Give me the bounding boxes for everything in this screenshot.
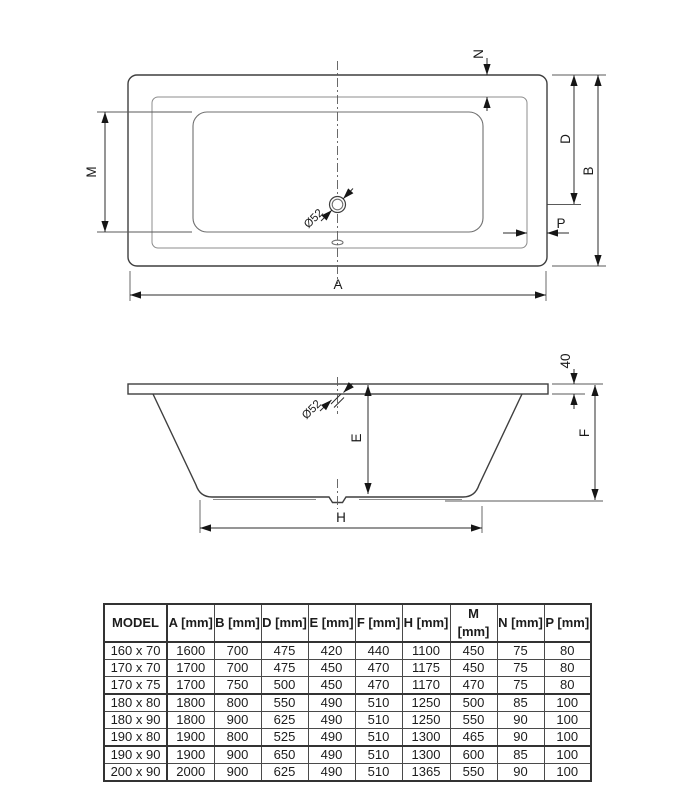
dim-D-label: D: [558, 134, 573, 144]
dim-value-cell: 75: [497, 642, 544, 660]
dim-value-cell: 440: [355, 642, 402, 660]
dim-F-label: F: [577, 428, 592, 438]
dim-value-cell: 900: [214, 746, 261, 764]
dim-value-cell: 900: [214, 764, 261, 782]
table-row: [104, 660, 591, 677]
dimensions-table: [103, 603, 592, 782]
dim-value-cell: 475: [261, 660, 308, 677]
dim-value-cell: 85: [497, 746, 544, 764]
table-row: [104, 677, 591, 695]
col-header: B [mm]: [214, 604, 261, 642]
dim-value-cell: 90: [497, 712, 544, 729]
dim-value-cell: 1700: [167, 660, 214, 677]
dim-value-cell: 1100: [402, 642, 450, 660]
dim-value-cell: 1250: [402, 712, 450, 729]
dim-value-cell: 1900: [167, 746, 214, 764]
dim-value-cell: 420: [308, 642, 355, 660]
dim-value-cell: 500: [261, 677, 308, 695]
dim-A: [130, 271, 546, 301]
col-header: A [mm]: [167, 604, 214, 642]
dim-value-cell: 470: [355, 660, 402, 677]
dim-M-label: M: [84, 166, 99, 178]
dim-value-cell: 1365: [402, 764, 450, 782]
dim-value-cell: 510: [355, 764, 402, 782]
table-row: [104, 694, 591, 712]
dim-value-cell: 450: [308, 677, 355, 695]
col-header: P [mm]: [544, 604, 591, 642]
col-header: N [mm]: [497, 604, 544, 642]
dim-value-cell: 510: [355, 694, 402, 712]
dim-value-cell: 510: [355, 746, 402, 764]
dim-value-cell: 625: [261, 712, 308, 729]
dim-value-cell: 100: [544, 694, 591, 712]
dim-value-cell: 75: [497, 677, 544, 695]
col-header: H [mm]: [402, 604, 450, 642]
dim-value-cell: 1170: [402, 677, 450, 695]
side-view: [128, 353, 603, 533]
dim-value-cell: 100: [544, 712, 591, 729]
dim-value-cell: 2000: [167, 764, 214, 782]
dim-value-cell: 750: [214, 677, 261, 695]
table-header-row: [104, 604, 591, 642]
table-row: [104, 746, 591, 764]
dim-value-cell: 490: [308, 694, 355, 712]
dim-value-cell: 1300: [402, 746, 450, 764]
dim-value-cell: 700: [214, 660, 261, 677]
dim-value-cell: 550: [261, 694, 308, 712]
dim-value-cell: 450: [308, 660, 355, 677]
dim-value-cell: 450: [450, 660, 497, 677]
dim-value-cell: 490: [308, 712, 355, 729]
dim-value-cell: 510: [355, 729, 402, 747]
dim-value-cell: 80: [544, 660, 591, 677]
drain-diameter-label-top: Ø52: [302, 207, 326, 231]
model-cell: 190 x 90: [104, 746, 167, 764]
dim-value-cell: 550: [450, 764, 497, 782]
model-cell: 180 x 80: [104, 694, 167, 712]
dim-value-cell: 510: [355, 712, 402, 729]
dim-value-cell: 1250: [402, 694, 450, 712]
dim-value-cell: 1300: [402, 729, 450, 747]
dim-value-cell: 475: [261, 642, 308, 660]
dim-value-cell: 625: [261, 764, 308, 782]
rim-bar: [128, 384, 548, 394]
dim-value-cell: 100: [544, 746, 591, 764]
model-cell: 190 x 80: [104, 729, 167, 747]
model-cell: 160 x 70: [104, 642, 167, 660]
dim-value-cell: 700: [214, 642, 261, 660]
col-header: E [mm]: [308, 604, 355, 642]
dim-value-cell: 85: [497, 694, 544, 712]
dim-value-cell: 470: [355, 677, 402, 695]
dim-value-cell: 450: [450, 642, 497, 660]
dim-value-cell: 100: [544, 729, 591, 747]
model-cell: 170 x 75: [104, 677, 167, 695]
dim-value-cell: 90: [497, 729, 544, 747]
dim-value-cell: 900: [214, 712, 261, 729]
col-header: D [mm]: [261, 604, 308, 642]
dim-value-cell: 100: [544, 764, 591, 782]
col-header: M [mm]: [450, 604, 497, 642]
dim-value-cell: 500: [450, 694, 497, 712]
dim-value-cell: 1900: [167, 729, 214, 747]
dim-value-cell: 490: [308, 746, 355, 764]
top-view: [84, 49, 606, 301]
dim-value-cell: 90: [497, 764, 544, 782]
dim-value-cell: 525: [261, 729, 308, 747]
model-cell: 200 x 90: [104, 764, 167, 782]
dim-A-label: A: [333, 277, 343, 292]
model-cell: 170 x 70: [104, 660, 167, 677]
dim-value-cell: 490: [308, 729, 355, 747]
dim-H: [200, 500, 482, 533]
table-row: [104, 642, 591, 660]
dim-value-cell: 650: [261, 746, 308, 764]
dim-value-cell: 465: [450, 729, 497, 747]
dim-B-label: B: [581, 166, 596, 176]
col-header-model: MODEL: [104, 604, 167, 642]
dim-value-cell: 800: [214, 694, 261, 712]
col-header: F [mm]: [355, 604, 402, 642]
dim-N-label: N: [471, 49, 486, 59]
dim-value-cell: 1700: [167, 677, 214, 695]
dim-value-cell: 1600: [167, 642, 214, 660]
dim-value-cell: 800: [214, 729, 261, 747]
dim-H-label: H: [336, 510, 346, 525]
table-body: [104, 642, 591, 781]
dim-E-label: E: [349, 433, 364, 443]
table-row: [104, 729, 591, 747]
dim-P-label: P: [556, 216, 566, 231]
dim-value-cell: 1800: [167, 712, 214, 729]
dim-value-cell: 470: [450, 677, 497, 695]
dim-rim-thickness-label: 40: [558, 353, 573, 369]
model-cell: 180 x 90: [104, 712, 167, 729]
dim-value-cell: 80: [544, 642, 591, 660]
dim-value-cell: 75: [497, 660, 544, 677]
dim-value-cell: 550: [450, 712, 497, 729]
dim-value-cell: 80: [544, 677, 591, 695]
table-row: [104, 712, 591, 729]
dim-value-cell: 490: [308, 764, 355, 782]
dim-D: [558, 75, 574, 204]
dim-value-cell: 1175: [402, 660, 450, 677]
dim-B: [552, 75, 606, 266]
dim-value-cell: 600: [450, 746, 497, 764]
drain-diameter-label-side: Ø52: [300, 398, 324, 422]
dim-value-cell: 1800: [167, 694, 214, 712]
table-row: [104, 764, 591, 782]
